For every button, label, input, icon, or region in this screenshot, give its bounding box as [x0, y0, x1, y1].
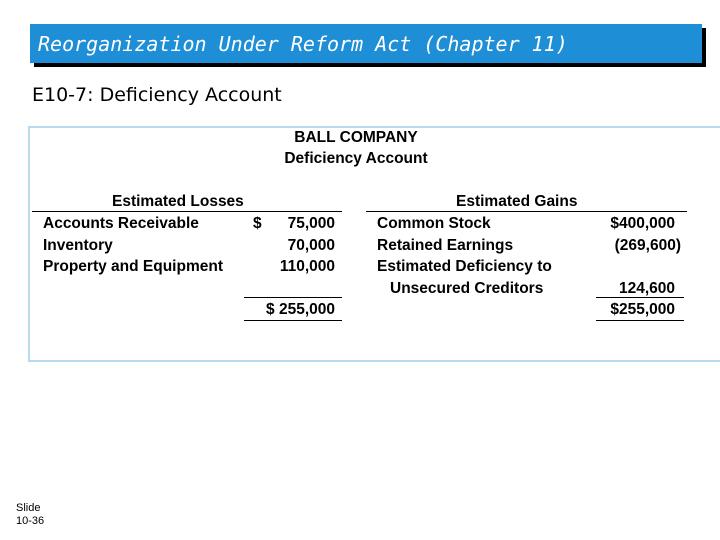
losses-row-label: Property and Equipment: [43, 258, 223, 275]
gains-row-label: Retained Earnings: [377, 237, 514, 254]
losses-row-amount: 75,000: [287, 215, 335, 232]
gains-row-amount: (269,600): [614, 237, 681, 254]
title-bar: [30, 24, 702, 63]
losses-row-label: Inventory: [43, 237, 113, 254]
gains-total-top-rule: [596, 297, 684, 298]
gains-heading: Estimated Gains: [456, 193, 578, 210]
company-name: BALL COMPANY: [294, 129, 418, 146]
losses-total-top-rule: [244, 297, 342, 298]
losses-heading-rule: [32, 211, 342, 212]
losses-heading: Estimated Losses: [112, 193, 244, 210]
slide-label: Slide: [16, 502, 41, 514]
gains-row-amount: 124,600: [618, 280, 675, 297]
page-title: Reorganization Under Reform Act (Chapter 11): [38, 31, 568, 56]
exercise-subtitle: E10-7: Deficiency Account: [32, 84, 282, 106]
losses-row-amount: 70,000: [287, 237, 335, 254]
slide-number: [16, 502, 44, 528]
gains-total: $255,000: [610, 301, 675, 318]
gains-row-amount: $400,000: [610, 215, 675, 232]
losses-total-bottom-rule: [244, 320, 342, 321]
gains-row-label: Common Stock: [377, 215, 491, 232]
statement-name: Deficiency Account: [284, 150, 428, 167]
losses-total: $ 255,000: [266, 301, 335, 318]
gains-row-label: Estimated Deficiency to: [377, 258, 552, 275]
gains-heading-rule: [366, 211, 687, 212]
slide-number-value: 10-36: [16, 515, 45, 527]
losses-currency-symbol: $: [253, 215, 262, 232]
gains-row-label: Unsecured Creditors: [390, 280, 544, 297]
losses-row-label: Accounts Receivable: [43, 215, 199, 232]
gains-total-bottom-rule: [596, 320, 684, 321]
losses-row-amount: 110,000: [279, 258, 335, 275]
